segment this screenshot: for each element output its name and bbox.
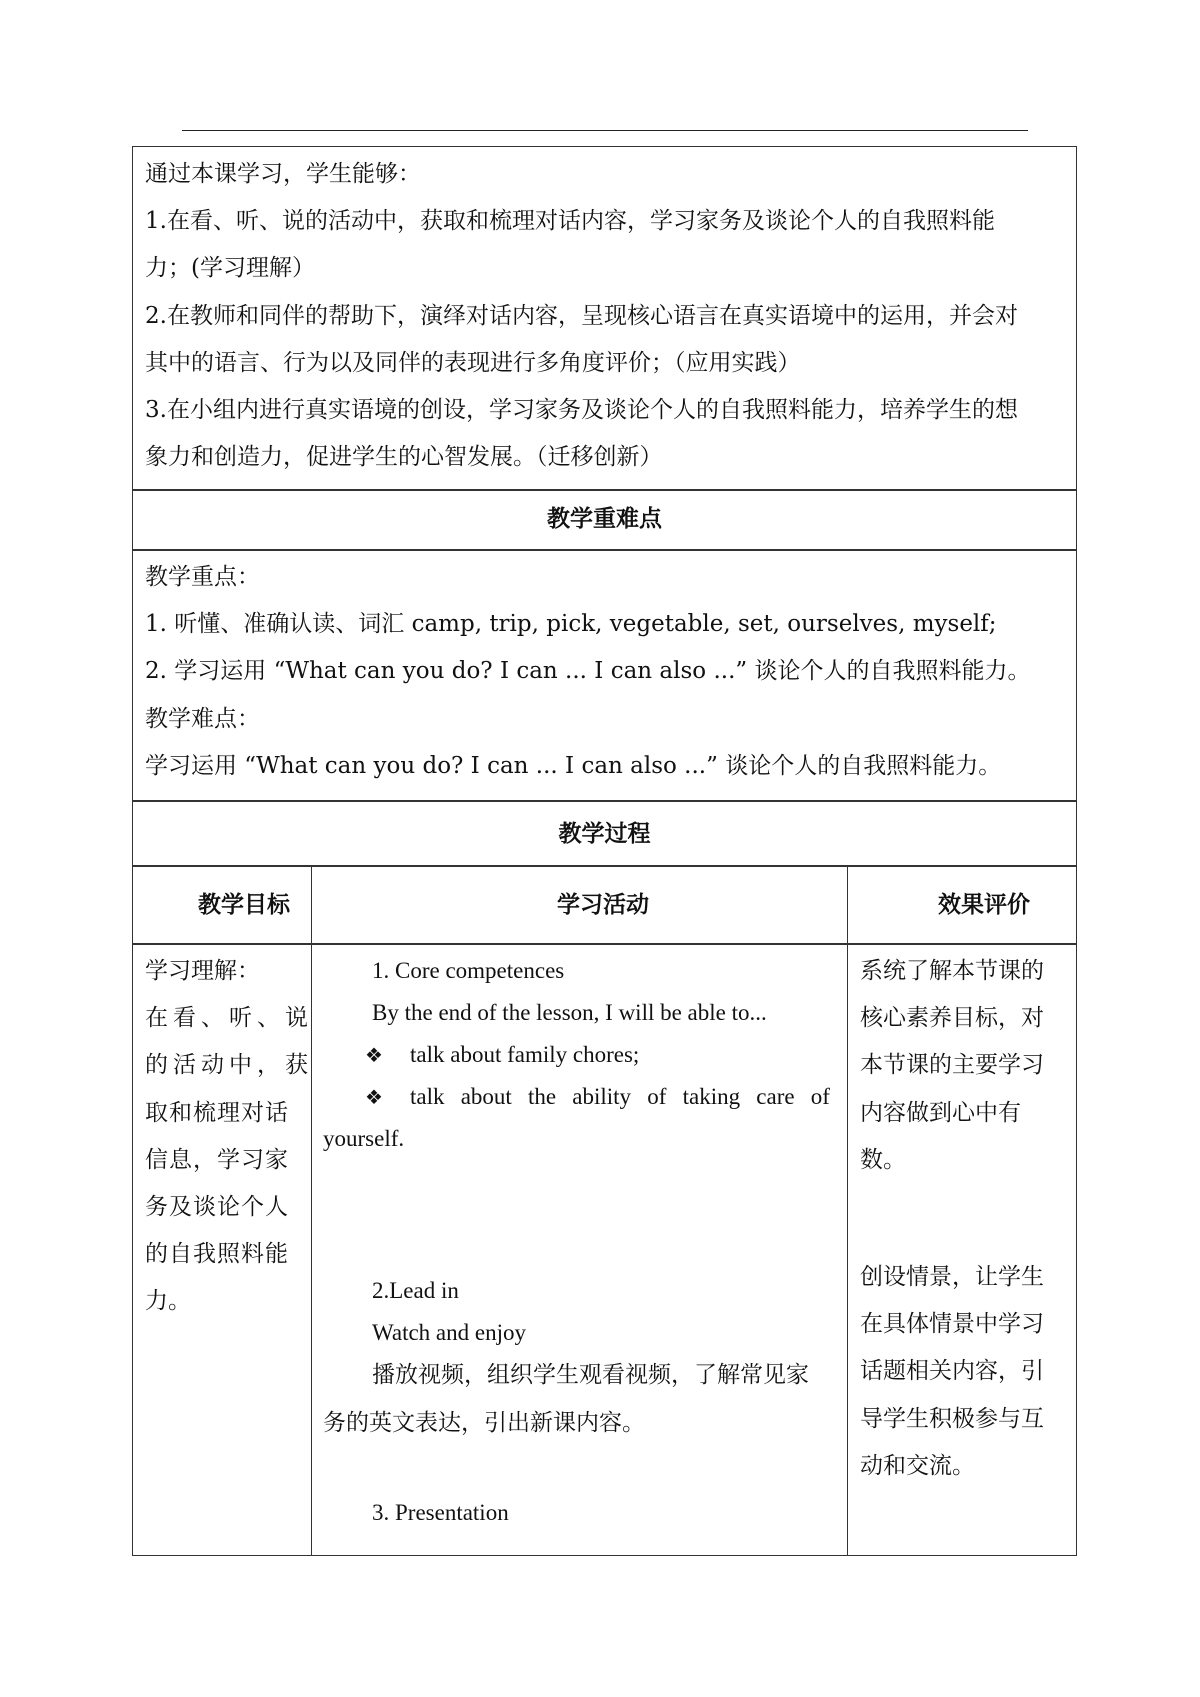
key-points-cell	[132, 549, 1077, 802]
evaluation-line: 话题相关内容，引	[860, 1358, 1044, 1384]
evaluation-line: 创设情景，让学生	[860, 1264, 1044, 1290]
word: taking	[682, 1084, 741, 1109]
goal-line: 的自我照料能	[145, 1241, 289, 1267]
process-row	[132, 943, 1077, 1556]
evaluation-line: 本节课的主要学习	[860, 1052, 1044, 1078]
evaluation-line: 内容做到心中有	[860, 1100, 1021, 1126]
evaluation-line: 在具体情景中学习	[860, 1311, 1044, 1337]
bullet-icon: ❖	[365, 1085, 383, 1109]
evaluation-line: 系统了解本节课的	[860, 958, 1044, 984]
objective-3-line-1: 3.在小组内进行真实语境的创设，学习家务及谈论个人的自我照料能力，培养学生的想	[145, 397, 1018, 423]
objective-2-line-2: 其中的语言、行为以及同伴的表现进行多角度评价；（应用实践）	[145, 350, 801, 376]
process-header: 教学过程	[558, 821, 651, 847]
column-header-evaluation: 效果评价	[938, 892, 1030, 918]
objectives-intro: 通过本课学习，学生能够：	[145, 161, 421, 187]
header-rule	[182, 130, 1028, 131]
goal-line: 在看、听、说	[145, 1005, 313, 1031]
activity-presentation-title: 3. Presentation	[372, 1500, 509, 1525]
goal-line: 的活动中，获	[145, 1052, 313, 1078]
column-header-activity: 学习活动	[557, 892, 649, 918]
word: of	[647, 1084, 667, 1109]
evaluation-line: 动和交流。	[860, 1453, 975, 1479]
objective-1-line-1: 1.在看、听、说的活动中，获取和梳理对话内容，学习家务及谈论个人的自我照料能	[145, 208, 995, 234]
objectives-cell	[132, 146, 1077, 491]
objective-2-line-1: 2.在教师和同伴的帮助下，演绎对话内容，呈现核心语言在真实语境中的运用，并会对	[145, 303, 1018, 329]
objective-1-line-2: 力；(学习理解）	[145, 255, 315, 281]
evaluation-line: 导学生积极参与互	[860, 1406, 1044, 1432]
difficulty-label: 教学难点：	[145, 706, 260, 732]
column-divider	[847, 866, 848, 944]
key-points-header-cell	[132, 489, 1077, 551]
goal-line: 信息，学习家	[145, 1147, 289, 1173]
word: the	[527, 1084, 557, 1109]
focus-label: 教学重点：	[145, 564, 260, 590]
word: care	[756, 1084, 795, 1109]
process-columns-row	[132, 865, 1077, 945]
activity-core-intro: By the end of the lesson, I will be able to...	[372, 1000, 767, 1025]
goal-line: 力。	[145, 1288, 191, 1314]
column-divider	[847, 944, 848, 1555]
column-divider	[311, 866, 312, 944]
difficulty-item-1: 学习运用 “What can you do? I can ... I can also ...” 谈论个人的自我照料能力。	[145, 753, 1002, 779]
activity-lead-in-title: 2.Lead in	[372, 1278, 459, 1303]
objective-3-line-2: 象力和创造力，促进学生的心智发展。（迁移创新）	[145, 444, 663, 470]
activity-lead-in-sub: Watch and enjoy	[372, 1320, 526, 1345]
goal-line: 务及谈论个人	[145, 1194, 289, 1220]
activity-core-bullet-1: talk about family chores;	[410, 1042, 640, 1067]
focus-item-2: 2. 学习运用 “What can you do? I can ... I can also ...” 谈论个人的自我照料能力。	[145, 658, 1031, 684]
key-points-header: 教学重难点	[547, 506, 662, 532]
focus-item-1: 1. 听懂、准确认读、词汇 camp, trip, pick, vegetable, set, ourselves, myself;	[145, 611, 997, 637]
activity-core-bullet-2	[410, 1082, 830, 1112]
activity-lead-in-text-1: 播放视频，组织学生观看视频，了解常见家	[372, 1362, 809, 1388]
word: of	[810, 1084, 830, 1109]
column-divider	[311, 944, 312, 1555]
activity-lead-in-text-2: 务的英文表达，引出新课内容。	[323, 1410, 645, 1436]
word: about	[460, 1084, 512, 1109]
evaluation-line: 核心素养目标，对	[860, 1005, 1044, 1031]
word: ability	[572, 1084, 632, 1109]
activity-core-bullet-2-cont: yourself.	[323, 1126, 405, 1151]
bullet-icon: ❖	[365, 1043, 383, 1067]
column-header-goal: 教学目标	[198, 892, 290, 918]
evaluation-line: 数。	[860, 1147, 906, 1173]
goal-line: 取和梳理对话	[145, 1100, 289, 1126]
goal-line: 学习理解：	[145, 958, 260, 984]
activity-core-title: 1. Core competences	[372, 958, 565, 983]
process-header-cell	[132, 800, 1077, 867]
word: talk	[410, 1084, 445, 1109]
